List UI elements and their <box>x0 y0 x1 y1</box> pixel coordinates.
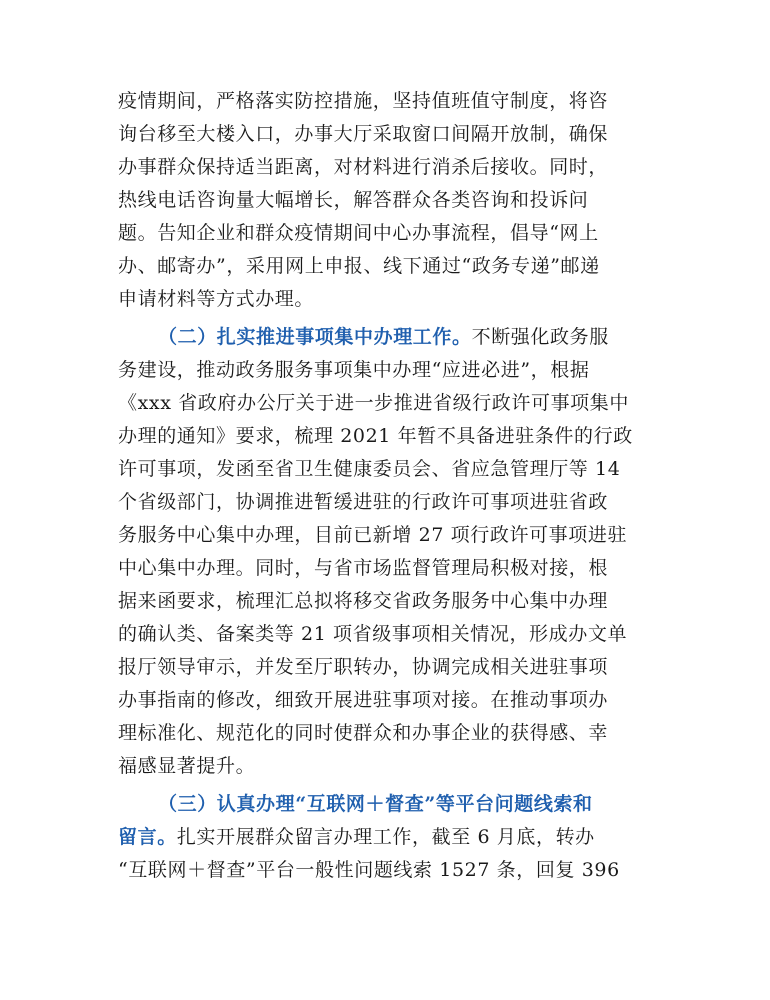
paragraph-1-line-1: 疫情期间，严格落实防控措施，坚持值班值守制度，将咨 <box>118 90 609 112</box>
paragraph-1-line-7: 申请材料等方式办理。 <box>118 288 315 310</box>
section-heading-3-line-2: 留言。 <box>118 826 177 848</box>
paragraph-3-line-2 <box>118 824 595 850</box>
paragraph-2-line-10: 的确认类、备案类等 21 项省级事项相关情况，形成办文单 <box>118 623 628 645</box>
paragraph-2-line-8: 中心集中办理。同时，与省市场监督管理局积极对接，根 <box>118 557 609 579</box>
paragraph-2-line-7: 务服务中心集中办理，目前已新增 27 项行政许可事项进驻 <box>118 524 628 546</box>
paragraph-2-line-11: 报厅领导审示，并发至厅职转办，协调完成相关进驻事项 <box>118 656 609 678</box>
paragraph-1-line-5: 题。告知企业和群众疫情期间中心办事流程，倡导“网上 <box>118 222 599 244</box>
paragraph-2-line-12: 办事指南的修改，细致开展进驻事项对接。在推动事项办 <box>118 689 609 711</box>
paragraph-1-line-4: 热线电话咨询量大幅增长，解答群众各类咨询和投诉问 <box>118 189 589 211</box>
paragraph-3-line-2-rest: 扎实开展群众留言办理工作，截至 6 月底，转办 <box>176 826 595 848</box>
paragraph-1-line-3: 办事群众保持适当距离，对材料进行消杀后接收。同时， <box>118 156 609 178</box>
section-heading-3-line-1: （三）认真办理“互联网＋督查”等平台问题线索和 <box>158 793 593 815</box>
paragraph-2-line-4: 办理的通知》要求，梳理 2021 年暂不具备进驻条件的行政 <box>118 425 633 447</box>
paragraph-2-line-9: 据来函要求，梳理汇总拟将移交省政务服务中心集中办理 <box>118 590 609 612</box>
paragraph-2-line-5: 许可事项，发函至省卫生健康委员会、省应急管理厅等 14 <box>118 458 621 480</box>
paragraph-1-line-6: 办、邮寄办”，采用网上申报、线下通过“政务专递”邮递 <box>118 255 600 277</box>
paragraph-3-line-3: “互联网＋督查”平台一般性问题线索 1527 条，回复 396 <box>118 859 620 881</box>
paragraph-2-line-1 <box>158 324 609 350</box>
section-heading-2: （二）扎实推进事项集中办理工作。 <box>158 326 472 348</box>
paragraph-2-line-14: 福感显著提升。 <box>118 755 256 777</box>
paragraph-2-line-1-rest: 不断强化政务服 <box>471 326 609 348</box>
paragraph-1-line-2: 询台移至大楼入口，办事大厅采取窗口间隔开放制，确保 <box>118 123 609 145</box>
paragraph-2-line-13: 理标准化、规范化的同时使群众和办事企业的获得感、幸 <box>118 722 609 744</box>
paragraph-2-line-3: 《xxx 省政府办公厅关于进一步推进省级行政许可事项集中 <box>118 392 629 414</box>
paragraph-2-line-2: 务建设，推动政务服务事项集中办理“应进必进”，根据 <box>118 359 590 381</box>
paragraph-2-line-6: 个省级部门，协调推进暂缓进驻的行政许可事项进驻省政 <box>118 491 609 513</box>
